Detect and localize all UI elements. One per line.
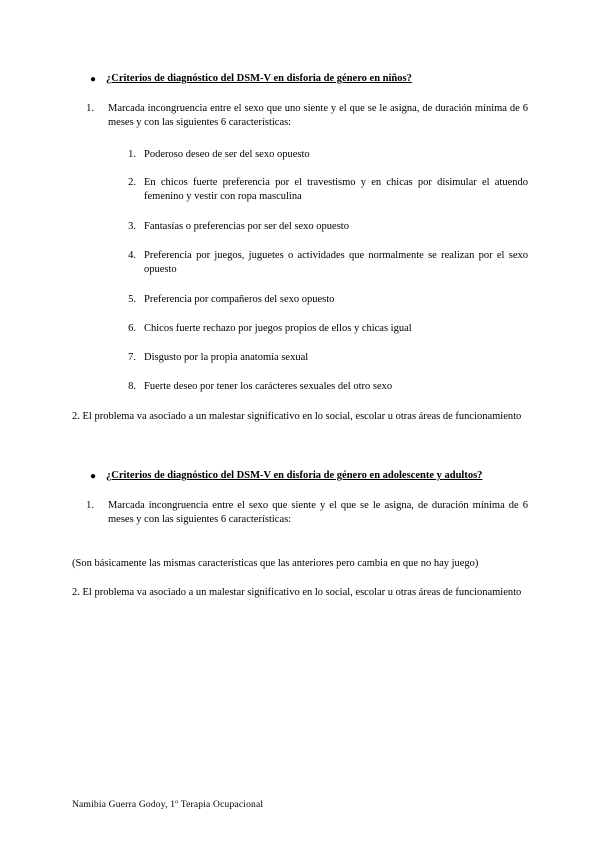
subitem-text: En chicos fuerte preferencia por el travestismo y en chicas por disimular el atuendo femenino y vestir con ropa masculina [144, 177, 528, 202]
section2-heading: ¿Criterios de diagnóstico del DSM-V en disforia de género en adolescente y adultos? [106, 470, 483, 481]
subitem-number: 6. [128, 323, 136, 334]
subitem-number: 4. [128, 250, 136, 261]
section1-item2-paragraph: 2. El problema va asociado a un malestar significativo en lo social, escolar u otras áreas de funcionamiento [72, 411, 522, 422]
subitem-number: 2. [128, 177, 136, 188]
section2-item1-number: 1. [86, 500, 94, 511]
subitem-text: Chicos fuerte rechazo por juegos propios de ellos y chicas igual [144, 323, 412, 334]
subitem-number: 3. [128, 221, 136, 232]
subitem-number: 8. [128, 381, 136, 392]
subitem-number: 1. [128, 149, 136, 160]
subitem-number: 5. [128, 294, 136, 305]
subitem-text: Fantasías o preferencias por ser del sexo opuesto [144, 221, 349, 232]
section1-heading: ¿Criterios de diagnóstico del DSM-V en disforia de género en niños? [106, 73, 412, 84]
subitem-text: Preferencia por compañeros del sexo opuesto [144, 294, 335, 305]
section2-note: (Son básicamente las mismas características que las anteriores pero cambia en que no hay juego) [72, 558, 479, 569]
subitem-text: Disgusto por la propia anatomía sexual [144, 352, 309, 363]
subitem-number: 7. [128, 352, 136, 363]
section1-item1-number: 1. [86, 103, 94, 114]
bullet-icon: ● [90, 74, 97, 85]
subitem-text: Fuerte deseo por tener los carácteres sexuales del otro sexo [144, 381, 393, 392]
bullet-icon: ● [90, 471, 97, 482]
section1-item1-text: Marcada incongruencia entre el sexo que uno siente y el que se le asigna, de duración mínima de 6 meses y con las siguientes 6 características: [108, 103, 528, 128]
section2-item1-text: Marcada incongruencia entre el sexo que siente y el que se le asigna, de duración mínima de 6 meses y con las siguientes 6 características: [108, 500, 528, 525]
subitem-text: Poderoso deseo de ser del sexo opuesto [144, 149, 310, 160]
subitem-text: Preferencia por juegos, juguetes o actividades que normalmente se realizan por el sexo opuesto [144, 250, 528, 275]
section2-item2-paragraph: 2. El problema va asociado a un malestar significativo en lo social, escolar u otras áreas de funcionamiento [72, 587, 522, 598]
page-footer: Namibia Guerra Godoy, 1º Terapia Ocupacional [72, 800, 264, 810]
